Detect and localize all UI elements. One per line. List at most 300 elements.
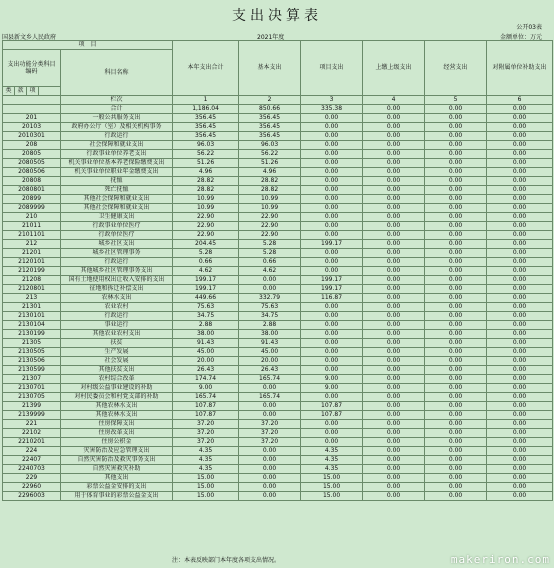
cell-name: 其他社会保障和就业支出 [61,204,173,213]
cell-name: 农村综合改革 [61,375,173,384]
cell-project: 335.38 [301,105,363,114]
cell-code: 213 [3,294,61,303]
cell-basic: 0.00 [239,402,301,411]
cell-project: 0.00 [301,258,363,267]
cell-total: 75.63 [173,303,239,312]
cell-business: 0.00 [425,438,487,447]
cell-basic: 356.45 [239,114,301,123]
cell-code: 20103 [3,123,61,132]
cell-project: 0.00 [301,177,363,186]
cell-basic: 10.99 [239,195,301,204]
cell-upper: 0.00 [363,339,425,348]
cell-code: 2080801 [3,186,61,195]
cell-business: 0.00 [425,276,487,285]
cell-upper: 0.00 [363,285,425,294]
cell-total: 22.90 [173,231,239,240]
cell-code: 21301 [3,303,61,312]
table-row [3,123,553,132]
cell-business: 0.00 [425,294,487,303]
cell-upper: 0.00 [363,411,425,420]
header-project: 项 目 [3,41,173,50]
cell-upper: 0.00 [363,348,425,357]
cell-business: 0.00 [425,222,487,231]
table-row [3,312,553,321]
cell-upper: 0.00 [363,321,425,330]
cell-subsidiary: 0.00 [487,357,553,366]
table-row [3,105,553,114]
cell-upper: 0.00 [363,105,425,114]
cell-subsidiary: 0.00 [487,402,553,411]
table-row [3,186,553,195]
cell-code [3,105,61,114]
cell-code: 2120101 [3,258,61,267]
cell-code: 21305 [3,339,61,348]
cell-code: 22407 [3,456,61,465]
cell-total: 204.45 [173,240,239,249]
cell-total: 1,186.04 [173,105,239,114]
cell-upper: 0.00 [363,222,425,231]
cell-code: 2120801 [3,285,61,294]
header-upper: 上缴上级支出 [363,41,425,96]
cell-upper: 0.00 [363,492,425,501]
table-row [3,159,553,168]
cell-code: 2130101 [3,312,61,321]
cell-subsidiary: 0.00 [487,222,553,231]
cell-code: 210 [3,213,61,222]
cell-business: 0.00 [425,141,487,150]
cell-basic: 26.43 [239,366,301,375]
table-row [3,402,553,411]
table-row [3,375,553,384]
table-row [3,330,553,339]
cell-total: 34.75 [173,312,239,321]
cell-name: 住房保障支出 [61,420,173,429]
cell-basic: 51.26 [239,159,301,168]
cell-project: 0.00 [301,366,363,375]
cell-basic: 0.00 [239,483,301,492]
cell-subsidiary: 0.00 [487,186,553,195]
cell-subsidiary: 0.00 [487,321,553,330]
cell-business: 0.00 [425,375,487,384]
cell-total: 5.28 [173,249,239,258]
cell-name: 自然灾害救灾补助 [61,465,173,474]
header-kuan: 款 [15,87,27,96]
cell-name: 农林水支出 [61,294,173,303]
header-business: 经营支出 [425,41,487,96]
table-row [3,132,553,141]
cell-project: 0.00 [301,150,363,159]
cell-business: 0.00 [425,303,487,312]
cell-business: 0.00 [425,240,487,249]
cell-total: 174.74 [173,375,239,384]
cell-total: 107.87 [173,411,239,420]
cell-total: 10.99 [173,195,239,204]
cell-upper: 0.00 [363,483,425,492]
cell-total: 356.45 [173,132,239,141]
cell-basic: 0.00 [239,285,301,294]
cell-code: 22960 [3,483,61,492]
cell-total: 91.43 [173,339,239,348]
cell-total: 2.88 [173,321,239,330]
col-num-2: 2 [239,96,301,105]
table-row [3,213,553,222]
cell-subsidiary: 0.00 [487,492,553,501]
cell-project: 0.00 [301,429,363,438]
table-row [3,231,553,240]
cell-upper: 0.00 [363,186,425,195]
cell-total: 28.82 [173,177,239,186]
cell-name: 抚恤 [61,177,173,186]
cell-upper: 0.00 [363,366,425,375]
cell-basic: 22.90 [239,213,301,222]
cell-name: 社会保障和就业支出 [61,141,173,150]
cell-basic: 22.90 [239,231,301,240]
cell-total: 38.00 [173,330,239,339]
cell-name: 死亡抚恤 [61,186,173,195]
cell-basic: 10.99 [239,204,301,213]
cell-project: 0.00 [301,303,363,312]
cell-basic: 356.45 [239,123,301,132]
cell-project: 0.00 [301,312,363,321]
cell-upper: 0.00 [363,168,425,177]
cell-upper: 0.00 [363,258,425,267]
cell-upper: 0.00 [363,267,425,276]
cell-upper: 0.00 [363,276,425,285]
cell-code: 21011 [3,222,61,231]
unit-name: 国县新文乡人民政府 [2,34,57,41]
cell-project: 15.00 [301,474,363,483]
cell-basic: 165.74 [239,375,301,384]
cell-name: 一般公共服务支出 [61,114,173,123]
cell-name: 扶贫 [61,339,173,348]
cell-total: 37.20 [173,420,239,429]
cell-business: 0.00 [425,204,487,213]
expenditure-table [2,40,553,501]
cell-project: 0.00 [301,339,363,348]
cell-code: 229 [3,474,61,483]
header-subsidiary: 对附属单位补助支出 [487,41,553,96]
cell-name: 其他农业农村支出 [61,330,173,339]
cell-basic: 0.00 [239,465,301,474]
table-row [3,429,553,438]
cell-total: 28.82 [173,186,239,195]
table-row [3,249,553,258]
cell-subsidiary: 0.00 [487,105,553,114]
cell-total: 107.87 [173,402,239,411]
cell-code: 21201 [3,249,61,258]
cell-total: 165.74 [173,393,239,402]
cell-code: 2296003 [3,492,61,501]
table-row [3,321,553,330]
cell-subsidiary: 0.00 [487,420,553,429]
cell-total: 356.45 [173,114,239,123]
col-num-1: 1 [173,96,239,105]
cell-project: 0.00 [301,195,363,204]
cell-basic: 850.66 [239,105,301,114]
col-num-4: 4 [363,96,425,105]
table-row [3,294,553,303]
cell-basic: 0.00 [239,492,301,501]
cell-business: 0.00 [425,123,487,132]
cell-subsidiary: 0.00 [487,393,553,402]
cell-name: 事业运行 [61,321,173,330]
cell-name: 机关事业单位基本养老保险缴费支出 [61,159,173,168]
cell-project: 0.00 [301,267,363,276]
cell-upper: 0.00 [363,375,425,384]
cell-name: 其他社会保障和就业支出 [61,195,173,204]
cell-subsidiary: 0.00 [487,249,553,258]
header-lei: 类 [3,87,15,96]
cell-code: 2130506 [3,357,61,366]
cell-upper: 0.00 [363,294,425,303]
cell-basic: 0.00 [239,474,301,483]
table-row [3,285,553,294]
cell-upper: 0.00 [363,231,425,240]
cell-business: 0.00 [425,429,487,438]
cell-project: 0.00 [301,420,363,429]
cell-upper: 0.00 [363,384,425,393]
cell-code: 2130505 [3,348,61,357]
cell-basic: 91.43 [239,339,301,348]
cell-business: 0.00 [425,393,487,402]
cell-business: 0.00 [425,213,487,222]
cell-business: 0.00 [425,411,487,420]
cell-subsidiary: 0.00 [487,177,553,186]
cell-basic: 38.00 [239,330,301,339]
cell-subsidiary: 0.00 [487,258,553,267]
table-row [3,339,553,348]
cell-project: 107.87 [301,402,363,411]
cell-basic: 2.88 [239,321,301,330]
cell-total: 199.17 [173,285,239,294]
cell-subsidiary: 0.00 [487,285,553,294]
table-row [3,348,553,357]
cell-upper: 0.00 [363,123,425,132]
cell-basic: 75.63 [239,303,301,312]
cell-business: 0.00 [425,402,487,411]
cell-subsidiary: 0.00 [487,438,553,447]
cell-project: 0.00 [301,186,363,195]
cell-upper: 0.00 [363,447,425,456]
cell-basic: 22.90 [239,222,301,231]
cell-total: 15.00 [173,483,239,492]
cell-business: 0.00 [425,483,487,492]
cell-name: 行政事业单位医疗 [61,222,173,231]
cell-basic: 0.00 [239,411,301,420]
table-row [3,240,553,249]
cell-code: 212 [3,240,61,249]
cell-basic: 332.79 [239,294,301,303]
cell-name: 行政运行 [61,312,173,321]
cell-business: 0.00 [425,195,487,204]
cell-total: 4.62 [173,267,239,276]
cell-subsidiary: 0.00 [487,447,553,456]
cell-business: 0.00 [425,249,487,258]
cell-upper: 0.00 [363,312,425,321]
cell-business: 0.00 [425,258,487,267]
cell-basic: 5.28 [239,249,301,258]
cell-name: 自然灾害防治及救灾事务支出 [61,456,173,465]
cell-name: 城乡社区管理事务 [61,249,173,258]
cell-name: 征地和拆迁补偿支出 [61,285,173,294]
cell-basic: 4.96 [239,168,301,177]
cell-total: 15.00 [173,492,239,501]
cell-project: 0.00 [301,249,363,258]
header-total: 本年支出合计 [173,41,239,96]
cell-name: 对村民委员会和村党支部的补助 [61,393,173,402]
cell-total: 96.03 [173,141,239,150]
table-row [3,465,553,474]
header-func-code: 支出功能分类科目编码 [3,50,61,87]
cell-name: 机关事业单位职业年金缴费支出 [61,168,173,177]
table-row [3,114,553,123]
cell-project: 0.00 [301,213,363,222]
cell-total: 15.00 [173,474,239,483]
cell-subsidiary: 0.00 [487,456,553,465]
cell-name: 行政事业单位养老支出 [61,150,173,159]
cell-upper: 0.00 [363,195,425,204]
cell-subsidiary: 0.00 [487,267,553,276]
cell-project: 0.00 [301,438,363,447]
cell-business: 0.00 [425,474,487,483]
table-row [3,303,553,312]
table-body [3,105,553,501]
cell-name: 用于体育事业的彩票公益金支出 [61,492,173,501]
cell-upper: 0.00 [363,357,425,366]
cell-project: 199.17 [301,285,363,294]
cell-code: 208 [3,141,61,150]
cell-subsidiary: 0.00 [487,429,553,438]
cell-project: 4.35 [301,447,363,456]
cell-business: 0.00 [425,231,487,240]
cell-basic: 356.45 [239,132,301,141]
cell-subsidiary: 0.00 [487,204,553,213]
cell-subsidiary: 0.00 [487,366,553,375]
col-num-5: 5 [425,96,487,105]
cell-name: 行政运行 [61,132,173,141]
cell-subsidiary: 0.00 [487,303,553,312]
amount-unit: 金额单位：万元 [499,34,542,41]
cell-code: 2080505 [3,159,61,168]
table-row [3,195,553,204]
cell-basic: 165.74 [239,393,301,402]
cell-subsidiary: 0.00 [487,384,553,393]
table-row [3,357,553,366]
cell-name: 行政运行 [61,258,173,267]
cell-upper: 0.00 [363,240,425,249]
footer-note: 注：本表反映部门本年度各项支出情况。 [172,557,281,564]
cell-subsidiary: 0.00 [487,132,553,141]
cell-upper: 0.00 [363,204,425,213]
cell-project: 199.17 [301,240,363,249]
cell-project: 0.00 [301,168,363,177]
cell-name: 其他农林水支出 [61,402,173,411]
cell-code: 2210201 [3,438,61,447]
cell-business: 0.00 [425,105,487,114]
table-row [3,276,553,285]
cell-code: 2130705 [3,393,61,402]
cell-total: 45.00 [173,348,239,357]
cell-name: 其他农林水支出 [61,411,173,420]
cell-business: 0.00 [425,159,487,168]
cell-business: 0.00 [425,168,487,177]
cell-upper: 0.00 [363,213,425,222]
cell-upper: 0.00 [363,429,425,438]
cell-project: 9.00 [301,375,363,384]
cell-name: 卫生健康支出 [61,213,173,222]
cell-project: 15.00 [301,492,363,501]
cell-project: 0.00 [301,204,363,213]
cell-project: 0.00 [301,114,363,123]
cell-code: 2089999 [3,204,61,213]
table-row [3,150,553,159]
table-row [3,366,553,375]
cell-upper: 0.00 [363,303,425,312]
table-row [3,483,553,492]
cell-subsidiary: 0.00 [487,294,553,303]
cell-subsidiary: 0.00 [487,114,553,123]
cell-business: 0.00 [425,321,487,330]
form-number: 公开03表 [516,24,542,31]
cell-basic: 28.82 [239,177,301,186]
cell-subsidiary: 0.00 [487,411,553,420]
cell-subsidiary: 0.00 [487,150,553,159]
cell-business: 0.00 [425,285,487,294]
cell-subsidiary: 0.00 [487,312,553,321]
cell-upper: 0.00 [363,402,425,411]
cell-total: 37.20 [173,438,239,447]
cell-name: 对村级公益事业建设的补助 [61,384,173,393]
cell-project: 0.00 [301,393,363,402]
cell-project: 0.00 [301,123,363,132]
cell-project: 9.00 [301,384,363,393]
cell-name: 国有土地使用权出让收入安排的支出 [61,276,173,285]
cell-subsidiary: 0.00 [487,330,553,339]
cell-basic: 0.00 [239,384,301,393]
cell-upper: 0.00 [363,393,425,402]
cell-subsidiary: 0.00 [487,276,553,285]
cell-project: 107.87 [301,411,363,420]
cell-name: 灾害防治及应急管理支出 [61,447,173,456]
cell-project: 4.35 [301,465,363,474]
cell-total: 20.00 [173,357,239,366]
cell-name: 住房改革支出 [61,429,173,438]
cell-business: 0.00 [425,150,487,159]
cell-project: 0.00 [301,159,363,168]
col-label: 栏次 [61,96,173,105]
cell-basic: 96.03 [239,141,301,150]
cell-total: 199.17 [173,276,239,285]
cell-subsidiary: 0.00 [487,159,553,168]
cell-upper: 0.00 [363,438,425,447]
table-row [3,222,553,231]
cell-name: 行政单位医疗 [61,231,173,240]
cell-basic: 5.28 [239,240,301,249]
cell-basic: 56.22 [239,150,301,159]
cell-project: 0.00 [301,231,363,240]
cell-name: 其他扶贫支出 [61,366,173,375]
cell-business: 0.00 [425,339,487,348]
cell-project: 0.00 [301,348,363,357]
cell-upper: 0.00 [363,465,425,474]
cell-code: 201 [3,114,61,123]
cell-basic: 0.66 [239,258,301,267]
cell-upper: 0.00 [363,132,425,141]
table-row [3,492,553,501]
cell-project: 116.87 [301,294,363,303]
cell-code: 2130701 [3,384,61,393]
cell-subsidiary: 0.00 [487,168,553,177]
